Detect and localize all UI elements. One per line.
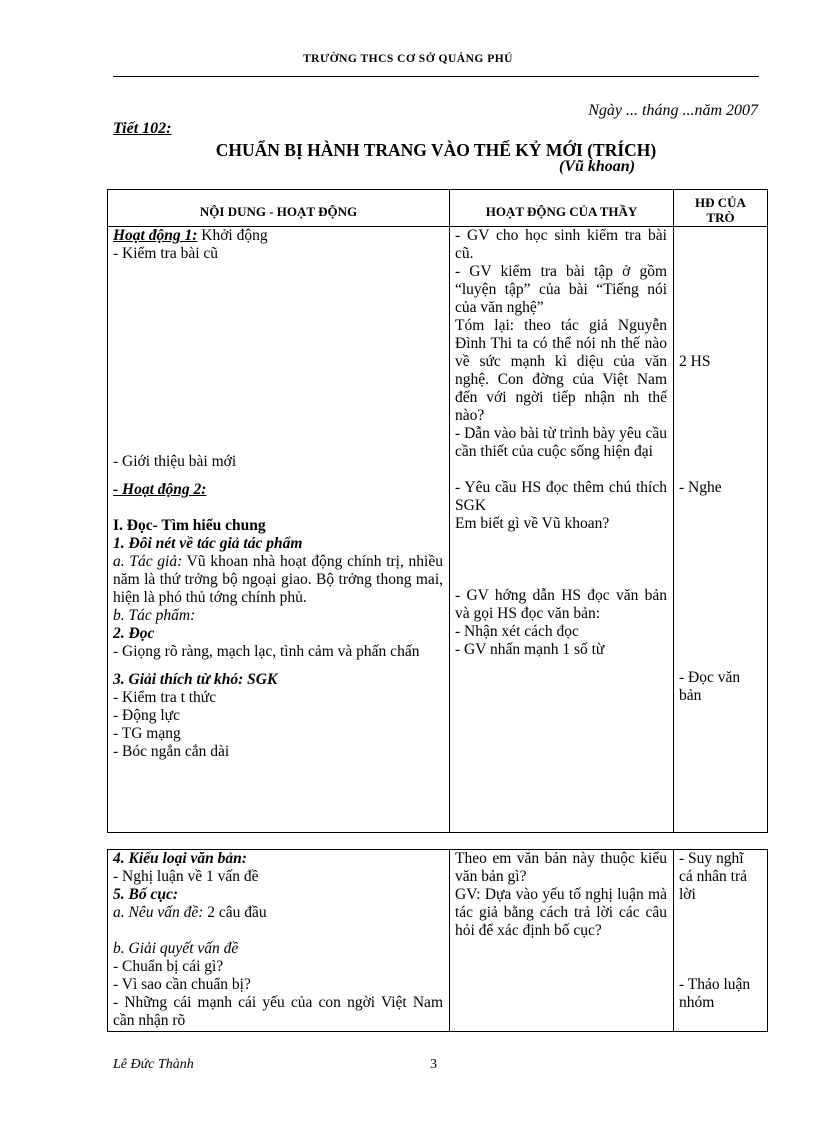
lesson-number: Tiết 102: (113, 120, 172, 137)
issue-text: 2 câu đầu (203, 904, 267, 921)
table-header-row (108, 190, 768, 227)
solution-item: - Vì sao cần chuẩn bị? (113, 976, 251, 993)
activity-1-label: Hoạt động 1: (113, 227, 198, 244)
column-header-student: HĐ CỦA TRÒ (674, 190, 768, 227)
teacher-activity: Em biết gì về Vũ khoan? (455, 515, 610, 532)
teacher-cell (450, 227, 674, 833)
teacher-activity: - GV cho học sinh kiểm tra bài cũ. (455, 227, 667, 262)
old-lesson-check: - Kiểm tra bài cũ (113, 245, 219, 262)
student-activity: - Thảo luận nhóm (679, 976, 751, 1011)
teacher-activity: Tóm lại: theo tác giả Nguyễn Đình Thi ta có thể nói nh thế nào về sức mạnh kì diệu của văn nghệ. Con đờng của Việt Nam đến với ngời tiếp nhận nh thế nào? (455, 317, 667, 424)
student-cell (674, 227, 768, 833)
activity-2-label: - Hoạt động 2: (113, 481, 207, 498)
author-description: Vũ khoan nhà hoạt động chính trị, nhiều năm là thứ trởng bộ ngoại giao. Bộ trởng thong mai, hiện là phó thủ tớng chính phủ. (113, 553, 443, 606)
teacher-activity: - GV kiểm tra bài tập ở gồm “luyện tập” của bài “Tiếng nói của văn nghệ” (455, 263, 667, 316)
column-header-content: NỘI DUNG - HOẠT ĐỘNG (108, 190, 450, 227)
text-type-heading: 4. Kiểu loại văn bản: (113, 850, 247, 867)
teacher-activity: - Dẫn vào bài từ trình bày yêu cầu cần thiết của cuộc sống hiện đại (455, 425, 667, 460)
teacher-activity: Theo em văn bản này thuộc kiểu văn bản gì? (455, 850, 667, 885)
solution-item: - Chuẩn bị cái gì? (113, 958, 224, 975)
student-activity: 2 HS (679, 353, 711, 370)
reading-heading: 2. Đọc (113, 625, 155, 642)
text-type: - Nghị luận về 1 vấn đề (113, 868, 259, 885)
issue-label: a. Nêu vấn đề: (113, 904, 204, 921)
section-1-heading: I. Đọc- Tìm hiểu chung (113, 517, 266, 534)
new-lesson-intro: - Giới thiệu bài mới (113, 453, 237, 470)
solution-label: b. Giải quyết vấn đề (113, 940, 239, 957)
student-activity: - Đọc văn bản (679, 669, 741, 704)
structure-heading: 5. Bố cục: (113, 886, 179, 903)
teacher-activity: GV: Dựa vào yếu tố nghị luận mà tác giả bằng cách trả lời các câu hỏi để xác định bố cục? (455, 886, 667, 939)
lesson-plan-table-continued (107, 849, 768, 1032)
lesson-plan-table (107, 189, 768, 833)
glossary-item: - Kiểm tra t thức (113, 689, 217, 706)
activity-1-text: Khởi động (197, 227, 268, 244)
date-line: Ngày ... tháng ...năm 2007 (588, 102, 758, 119)
teacher-cell (450, 850, 674, 1032)
reading-style: - Giọng rõ ràng, mạch lạc, tình cảm và phấn chấn (113, 643, 420, 660)
author-name: (Vũ khoan) (559, 158, 636, 175)
glossary-item: - Động lực (113, 707, 180, 724)
author-label: a. Tác giả: (113, 553, 183, 570)
glossary-heading: 3. Giải thích từ khó: SGK (113, 671, 278, 688)
table-row (108, 227, 768, 833)
teacher-activity: - Yêu cầu HS đọc thêm chú thích SGK (455, 479, 667, 514)
table-row (108, 850, 768, 1032)
content-cell (108, 227, 450, 833)
teacher-name: Lê Đức Thành (113, 1057, 194, 1072)
column-header-teacher: HOẠT ĐỘNG CỦA THẦY (450, 190, 674, 227)
work-label: b. Tác phẩm: (113, 607, 196, 624)
glossary-item: - Bóc ngắn cắn dài (113, 743, 230, 760)
lesson-title: CHUẨN BỊ HÀNH TRANG VÀO THẾ KỶ MỚI (TRÍCH) (215, 140, 657, 160)
solution-item: - Những cái mạnh cái yếu của con ngời Việt Nam cần nhận rõ (113, 994, 443, 1029)
glossary-item: - TG mạng (113, 725, 181, 742)
page-number: 3 (430, 1057, 437, 1072)
content-cell (108, 850, 450, 1032)
subsection-author-work: 1. Đôi nét về tác giả tác phẩm (113, 535, 303, 552)
student-activity: - Suy nghĩ cá nhân trả lời (679, 850, 747, 903)
student-cell (674, 850, 768, 1032)
teacher-activity: - Nhận xét cách đọc (455, 623, 579, 640)
header-divider (113, 76, 759, 77)
school-header: TRƯỜNG THCS CƠ SỞ QUẢNG PHÚ (303, 53, 513, 65)
teacher-activity: - GV nhấn mạnh 1 số từ (455, 641, 605, 658)
teacher-activity: - GV hớng dẫn HS đọc văn bản và gọi HS đọc văn bản: (455, 587, 667, 622)
student-activity: - Nghe (679, 479, 722, 496)
